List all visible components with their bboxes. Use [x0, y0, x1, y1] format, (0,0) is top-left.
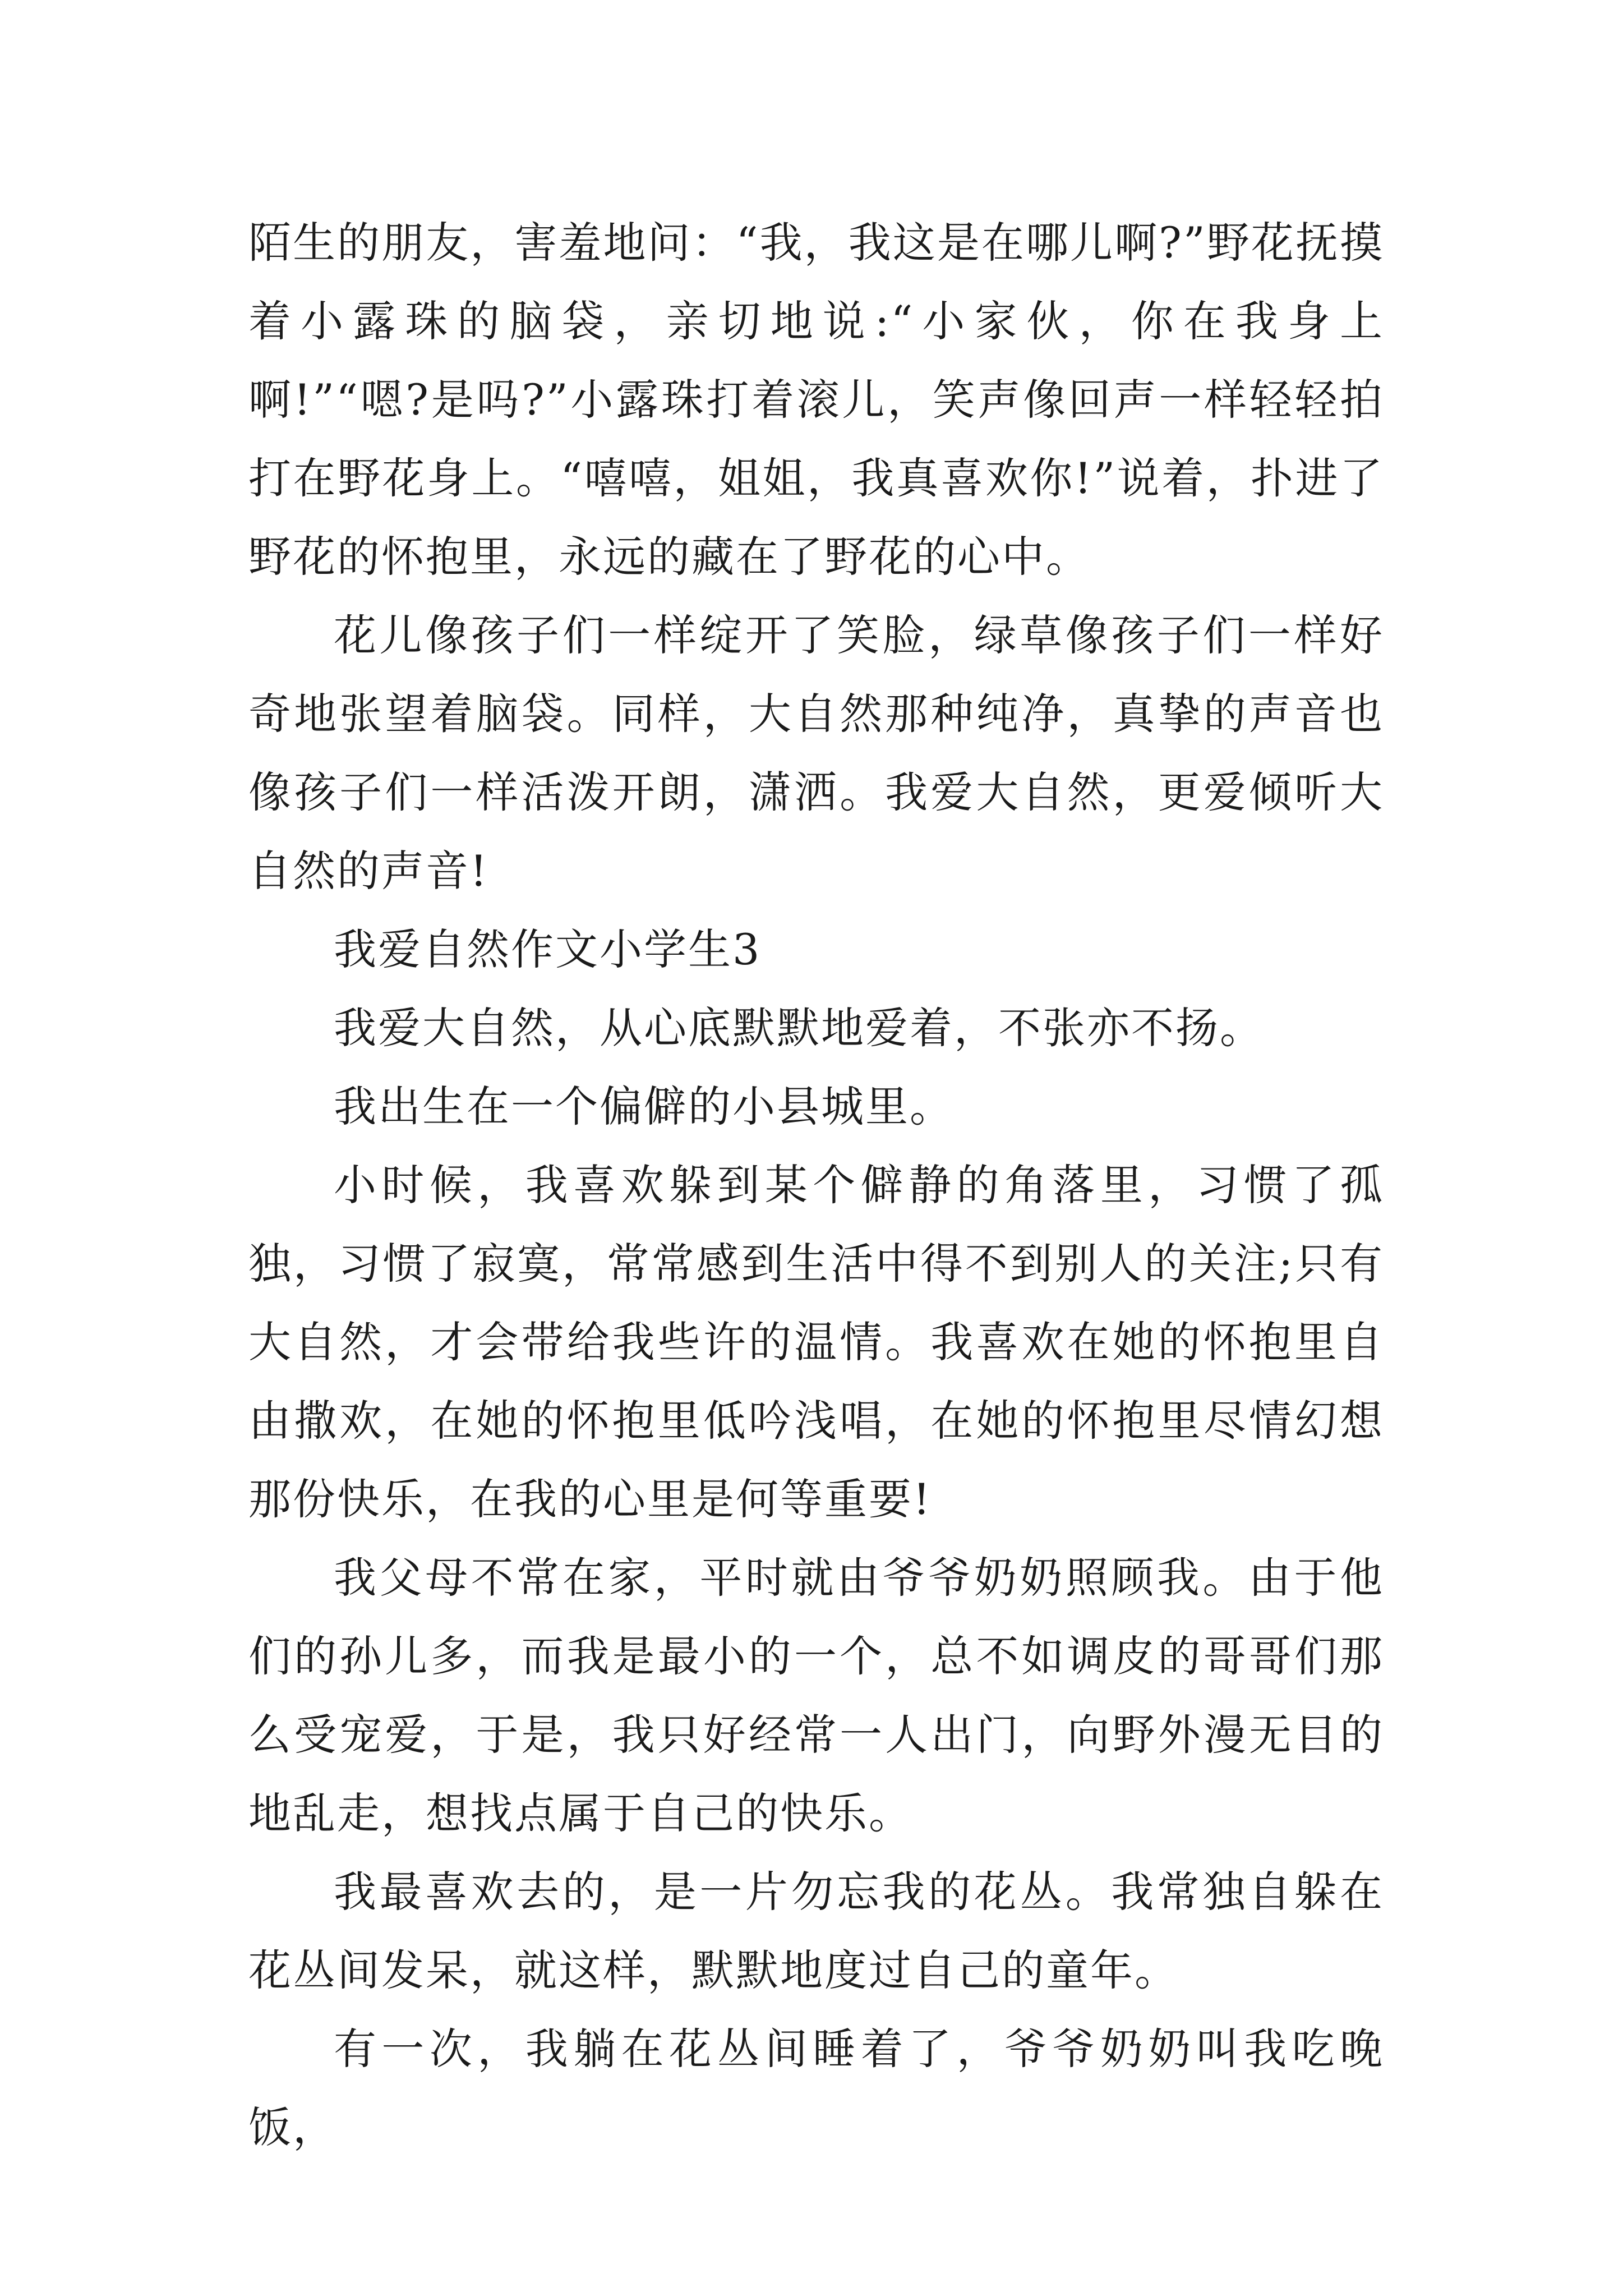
- paragraph-grandparents: 我父母不常在家，平时就由爷爷奶奶照顾我。由于他们的孙儿多，而我是最小的一个，总不如调皮的哥哥们那么受宠爱，于是，我只好经常一人出门，向野外漫无目的地乱走，想找点属于自己的快乐。: [248, 1553, 1384, 1838]
- paragraph-birthplace: 我出生在一个偏僻的小县城里。: [334, 1082, 954, 1131]
- document-body: [248, 204, 1384, 2167]
- paragraph-childhood: 小时候，我喜欢躲到某个僻静的角落里，习惯了孤独，习惯了寂寞，常常感到生活中得不到别人的关注;只有大自然，才会带给我些许的温情。我喜欢在她的怀抱里自由撒欢，在她的怀抱里低吟浅唱，在她的怀抱里尽情幻想那份快乐，在我的心里是何等重要!: [248, 1160, 1384, 1524]
- paragraph-flower-bush: 我最喜欢去的，是一片勿忘我的花丛。我常独自躲在花丛间发呆，就这样，默默地度过自己的童年。: [248, 1867, 1384, 1995]
- paragraph-love-nature: 我爱大自然，从心底默默地爱着，不张亦不扬。: [334, 1003, 1264, 1053]
- essay-title: 我爱自然作文小学生3: [334, 924, 762, 974]
- paragraph-nature-sounds: 花儿像孩子们一样绽开了笑脸，绿草像孩子们一样好奇地张望着脑袋。同样，大自然那种纯净，真挚的声音也像孩子们一样活泼开朗，潇洒。我爱大自然，更爱倾听大自然的声音!: [248, 610, 1384, 896]
- paragraph-fell-asleep: 有一次，我躺在花丛间睡着了，爷爷奶奶叫我吃晚饭，: [248, 2024, 1384, 2152]
- paragraph-continuation: 陌生的朋友，害羞地问：“我，我这是在哪儿啊?”野花抚摸着小露珠的脑袋，亲切地说:“小家伙，你在我身上啊!”“嗯?是吗?”小露珠打着滚儿，笑声像回声一样轻轻拍打在野花身上。“嘻嘻，姐姐，我真喜欢你!”说着，扑进了野花的怀抱里，永远的藏在了野花的心中。: [248, 218, 1384, 582]
